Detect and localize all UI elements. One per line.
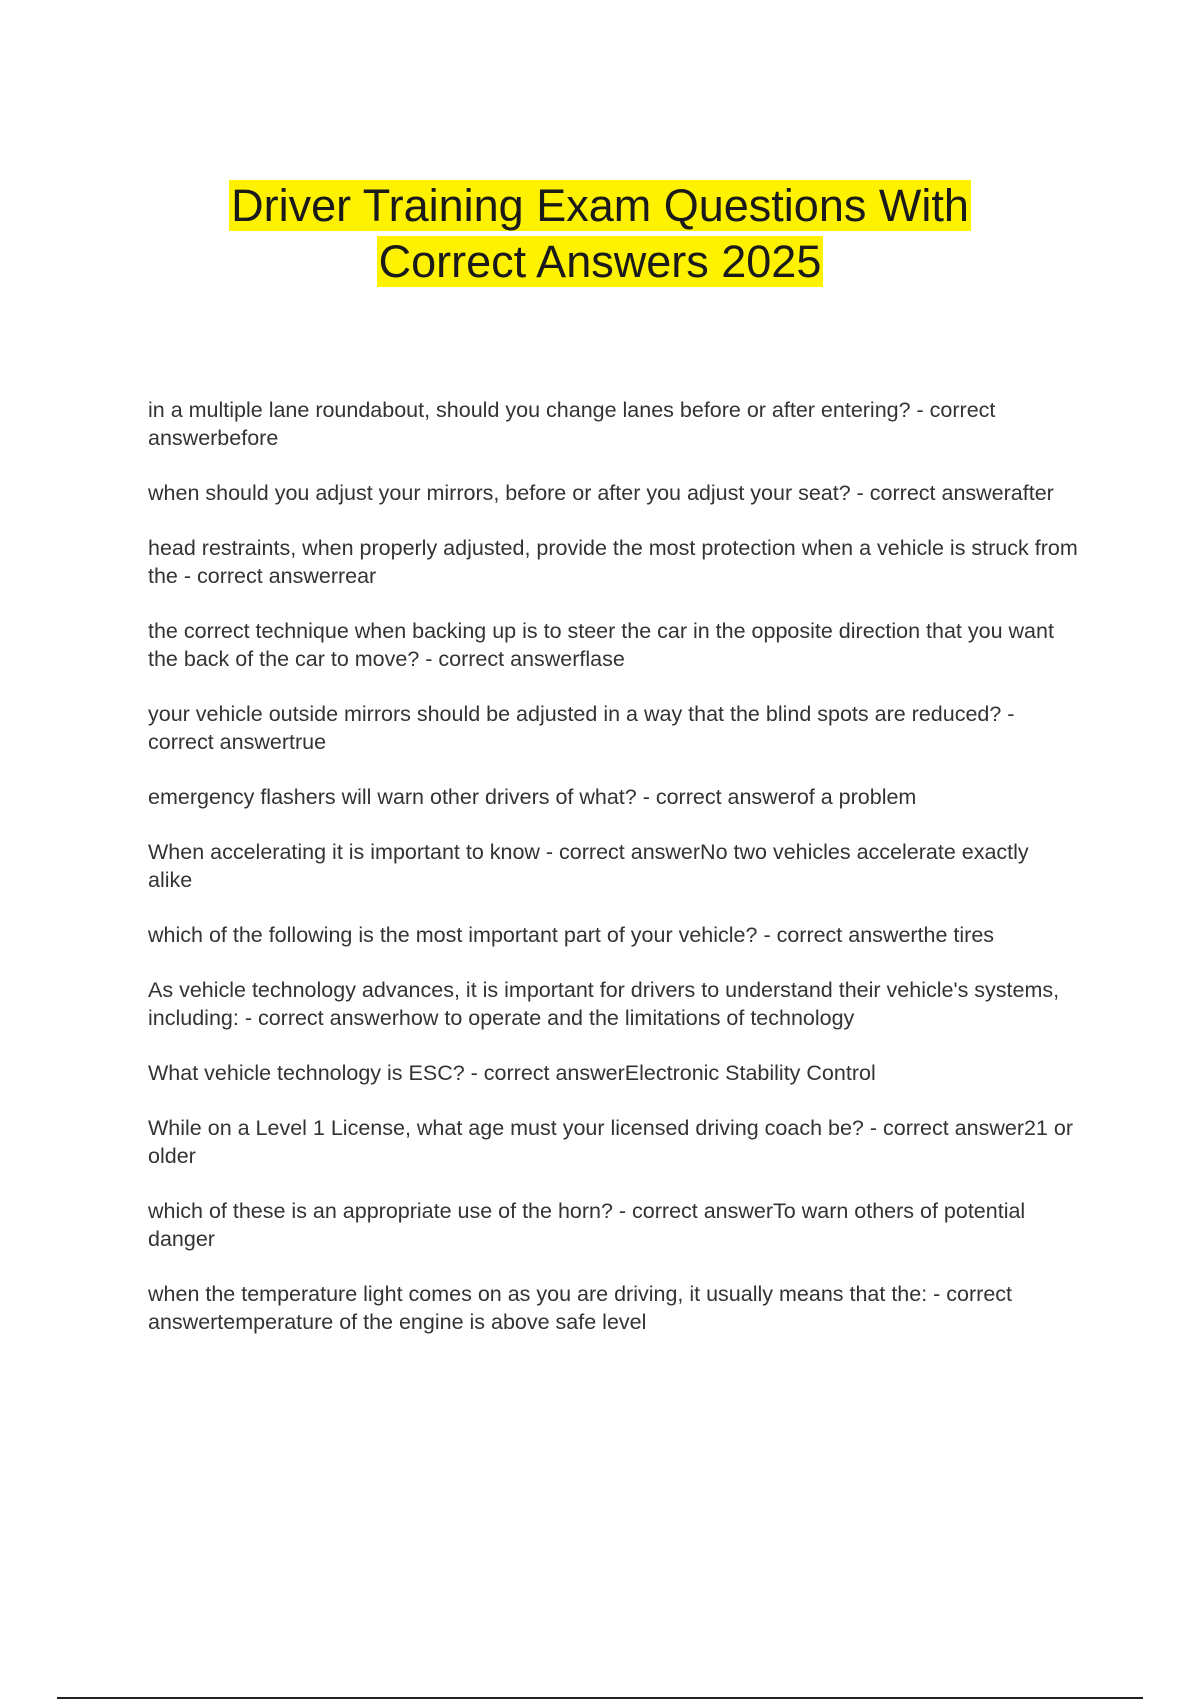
qa-item: head restraints, when properly adjusted, provide the most protection when a vehicle is struck from the - correct answerrear — [148, 536, 1078, 588]
title-line-1: Driver Training Exam Questions With — [231, 180, 969, 231]
qa-item: When accelerating it is important to know - correct answerNo two vehicles accelerate exactly alike — [148, 840, 1029, 892]
qa-item: which of the following is the most important part of your vehicle? - correct answerthe tires — [148, 923, 995, 947]
qa-item: While on a Level 1 License, what age must your licensed driving coach be? - correct answer21 or older — [148, 1116, 1073, 1168]
qa-list — [148, 396, 1078, 1363]
page-title — [0, 178, 1200, 290]
qa-item: when should you adjust your mirrors, before or after you adjust your seat? - correct answerafter — [148, 481, 1054, 505]
qa-item: emergency flashers will warn other drivers of what? - correct answerof a problem — [148, 785, 917, 809]
qa-item: What vehicle technology is ESC? - correct answerElectronic Stability Control — [148, 1061, 876, 1085]
qa-item: As vehicle technology advances, it is important for drivers to understand their vehicle's systems, including: - correct answerhow to operate and the limitations of technology — [148, 978, 1060, 1030]
title-line-2: Correct Answers 2025 — [378, 236, 822, 287]
page-bottom-divider — [57, 1697, 1143, 1699]
qa-item: when the temperature light comes on as you are driving, it usually means that the: - correct answertemperature of the engine is above safe level — [148, 1282, 1013, 1334]
qa-item: the correct technique when backing up is to steer the car in the opposite direction that you want the back of the car to move? - correct answerflase — [148, 619, 1054, 671]
qa-item: which of these is an appropriate use of the horn? - correct answerTo warn others of potential danger — [148, 1199, 1026, 1251]
qa-item: in a multiple lane roundabout, should you change lanes before or after entering? - correct answerbefore — [148, 398, 996, 450]
qa-item: your vehicle outside mirrors should be adjusted in a way that the blind spots are reduced? - correct answertrue — [148, 702, 1015, 754]
